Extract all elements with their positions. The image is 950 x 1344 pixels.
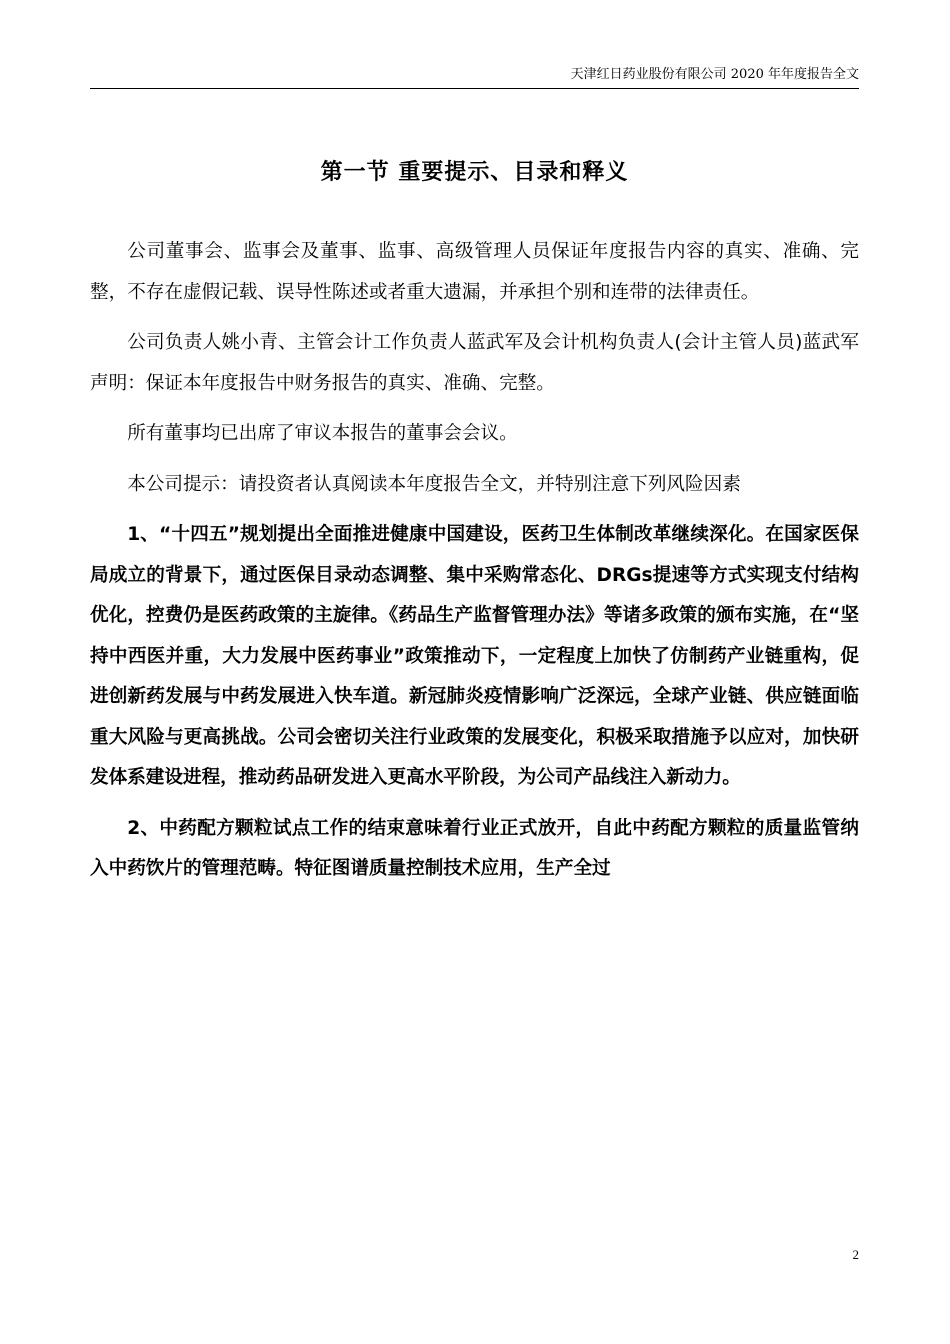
paragraph-financial-statement: 公司负责人姚小青、主管会计工作负责人蓝武军及会计机构负责人(会计主管人员)蓝武军声明：保证本年度报告中财务报告的真实、准确、完整。: [90, 332, 859, 394]
risk-item-2: 2、中药配方颗粒试点工作的结束意味着行业正式放开，自此中药配方颗粒的质量监管纳入中药饮片的管理范畴。特征图谱质量控制技术应用，生产全过: [90, 817, 859, 879]
section-title: 第一节 重要提示、目录和释义: [320, 160, 629, 185]
document-body: [90, 232, 859, 900]
page-header: 天津红日药业股份有限公司 2020 年年度报告全文: [90, 64, 859, 89]
risk-item-1: 1、“十四五”规划提出全面推进健康中国建设，医药卫生体制改革继续深化。在国家医保局成立的背景下，通过医保目录动态调整、集中采购常态化、DRGs提速等方式实现支付结构优化，控费仍是医药政策的主旋律。《药品生产监督管理办法》等诸多政策的颁布实施，在“坚持中西医并重，大力发展中医药事业”政策推动下，一定程度上加快了仿制药产业链重构，促进创新药发展与中药发展进入快车道。新冠肺炎疫情影响广泛深远，全球产业链、供应链面临重大风险与更高挑战。公司会密切关注行业政策的发展变化，积极采取措施予以应对，加快研发体系建设进程，推动药品研发进入更高水平阶段，为公司产品线注入新动力。: [90, 524, 859, 788]
paragraph-risk-notice: 本公司提示：请投资者认真阅读本年度报告全文，并特别注意下列风险因素: [127, 473, 741, 495]
paragraph-board-guarantee: 公司董事会、监事会及董事、监事、高级管理人员保证年度报告内容的真实、准确、完整，不存在虚假记载、误导性陈述或者重大遗漏，并承担个别和连带的法律责任。: [90, 241, 859, 303]
page-number: 2: [852, 1247, 859, 1262]
paragraph-attendance: 所有董事均已出席了审议本报告的董事会会议。: [127, 423, 518, 444]
